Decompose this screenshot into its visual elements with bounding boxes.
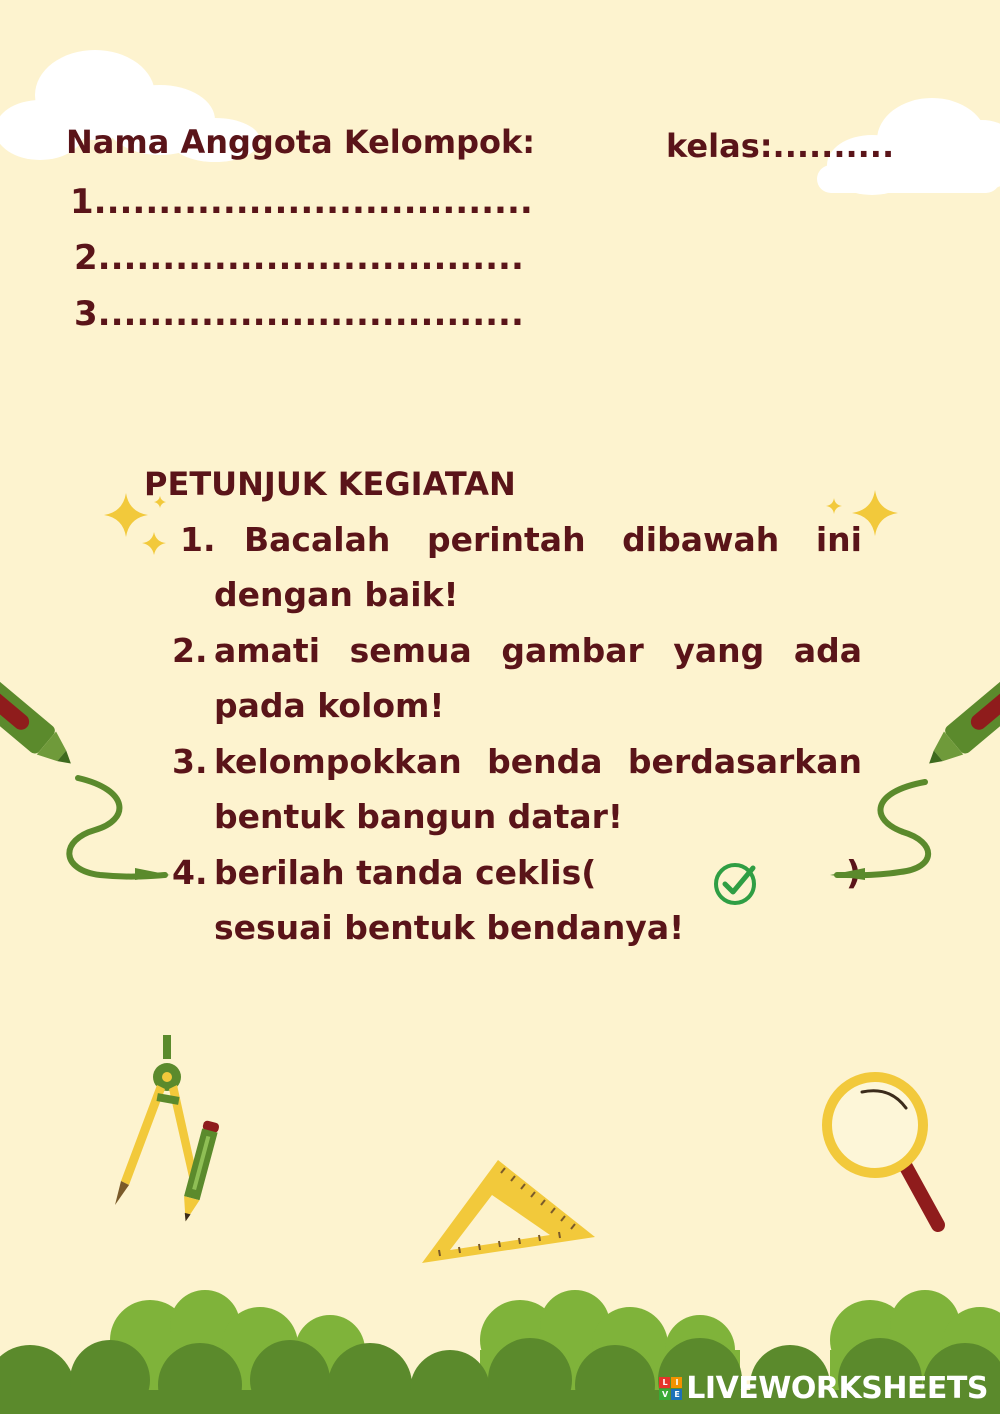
set-square-icon xyxy=(410,1155,600,1270)
logo-text: LIVEWORKSHEETS xyxy=(686,1371,988,1406)
instruction-line: sesuai bentuk bendanya! xyxy=(214,908,685,947)
instruction-item-3 xyxy=(172,742,862,837)
logo-letter: L xyxy=(659,1377,670,1388)
group-members-label: Nama Anggota Kelompok: xyxy=(66,123,536,161)
check-icon xyxy=(713,860,761,908)
logo-letter: E xyxy=(671,1389,682,1400)
marker-icon xyxy=(0,680,175,890)
instruction-number: 1. xyxy=(180,520,216,559)
marker-icon xyxy=(825,680,1000,890)
instruction-line: bentuk bangun datar! xyxy=(214,797,623,836)
instruction-line: kelompokkan benda berdasarkan xyxy=(214,742,862,781)
instruction-line: berilah tanda ceklis( xyxy=(214,853,597,892)
member-field-1[interactable]: 1.................................. xyxy=(70,182,533,222)
instruction-item-1 xyxy=(172,520,862,615)
instruction-item-2 xyxy=(172,631,862,726)
instructions-title: PETUNJUK KEGIATAN xyxy=(144,465,516,503)
logo-mark xyxy=(659,1377,682,1400)
pencil-icon xyxy=(170,1115,225,1235)
instruction-number: 4. xyxy=(172,853,208,892)
instruction-line: pada kolom! xyxy=(214,686,445,725)
liveworksheets-logo[interactable] xyxy=(659,1371,988,1406)
member-field-3[interactable]: 3................................. xyxy=(74,294,524,334)
instruction-line: Bacalah perintah dibawah ini xyxy=(244,520,862,559)
instruction-number: 2. xyxy=(172,631,208,670)
logo-letter: V xyxy=(659,1389,670,1400)
instruction-line: dengan baik! xyxy=(214,575,459,614)
member-field-2[interactable]: 2................................. xyxy=(74,238,524,278)
logo-letter: I xyxy=(671,1377,682,1388)
instruction-number: 3. xyxy=(172,742,208,781)
class-field[interactable]: kelas:.......... xyxy=(666,127,895,165)
magnifier-icon xyxy=(820,1070,950,1235)
instruction-line: amati semua gambar yang ada xyxy=(214,631,862,670)
